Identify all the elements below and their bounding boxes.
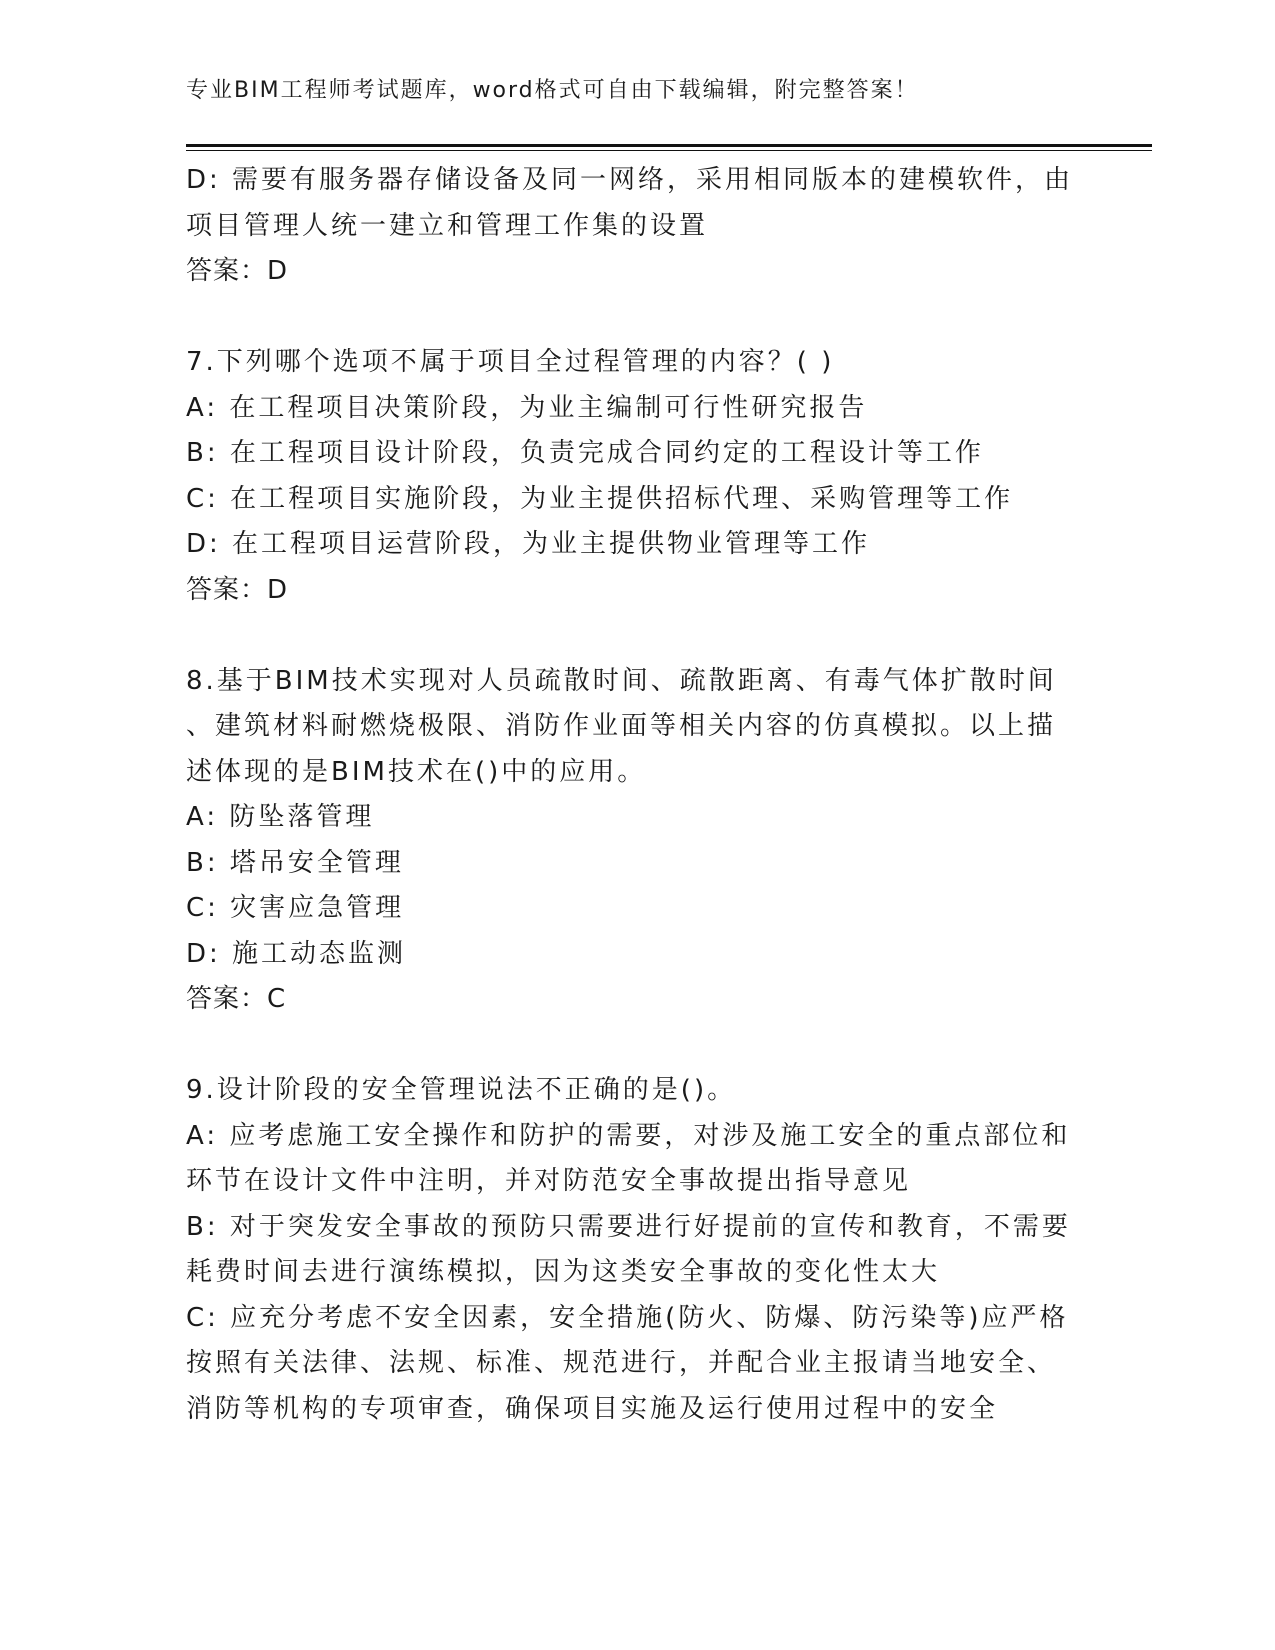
- question-8-text-line-2: 、建筑材料耐燃烧极限、消防作业面等相关内容的仿真模拟。以上描: [186, 711, 1057, 741]
- answer-line: 答案：D: [186, 256, 289, 286]
- header-divider-thick: [186, 144, 1152, 147]
- spacer: [186, 295, 1086, 341]
- question-7-answer: 答案：D: [186, 574, 289, 605]
- question-8-text-line-3: 述体现的是BIM技术在()中的应用。: [186, 756, 647, 787]
- question-7-option-a: A: 在工程项目决策阶段，为业主编制可行性研究报告: [186, 392, 868, 423]
- question-8-text-line-1: 8.基于BIM技术实现对人员疏散时间、疏散距离、有毒气体扩散时间: [186, 665, 1057, 696]
- question-7-block: [186, 340, 1086, 613]
- question-9-option-b-line-2: 耗费时间去进行演练模拟，因为这类安全事故的变化性太大: [186, 1257, 941, 1287]
- option-d-line-1: D: 需要有服务器存储设备及同一网络，采用相同版本的建模软件，由: [186, 165, 1074, 195]
- question-7-option-c: C: 在工程项目实施阶段，为业主提供招标代理、采购管理等工作: [186, 483, 1014, 514]
- question-9-text: 9.设计阶段的安全管理说法不正确的是()。: [186, 1075, 737, 1105]
- question-8-option-b: B: 塔吊安全管理: [186, 847, 404, 878]
- question-9-option-c-line-1: C: 应充分考虑不安全因素，安全措施(防火、防爆、防污染等)应严格: [186, 1302, 1069, 1333]
- question-9-option-a-line-1: A: 应考虑施工安全操作和防护的需要，对涉及施工安全的重点部位和: [186, 1120, 1071, 1151]
- spacer: [186, 1023, 1086, 1069]
- question-9-option-b-line-1: B: 对于突发安全事故的预防只需要进行好提前的宣传和教育，不需要: [186, 1211, 1071, 1242]
- prev-question-block: [186, 158, 1086, 295]
- question-9-block: [186, 1068, 1086, 1432]
- option-d-line-2: 项目管理人统一建立和管理工作集的设置: [186, 210, 709, 241]
- question-7-option-d: D: 在工程项目运营阶段，为业主提供物业管理等工作: [186, 529, 871, 559]
- question-8-option-c: C: 灾害应急管理: [186, 893, 405, 923]
- header-text: 专业BIM工程师考试题库，word格式可自由下载编辑，附完整答案！: [186, 78, 919, 103]
- question-9-option-c-line-2: 按照有关法律、法规、标准、规范进行，并配合业主报请当地安全、: [186, 1348, 1057, 1378]
- question-9-option-a-line-2: 环节在设计文件中注明，并对防范安全事故提出指导意见: [186, 1166, 912, 1196]
- question-8-option-a: A: 防坠落管理: [186, 802, 375, 832]
- question-8-option-d: D: 施工动态监测: [186, 938, 407, 969]
- document-body: [186, 158, 1086, 1432]
- header-divider-thin: [186, 150, 1152, 151]
- question-7-option-b: B: 在工程项目设计阶段，负责完成合同约定的工程设计等工作: [186, 438, 984, 468]
- question-8-answer: 答案：C: [186, 984, 287, 1014]
- question-7-text: 7.下列哪个选项不属于项目全过程管理的内容？( ): [186, 347, 835, 377]
- question-9-option-c-line-3: 消防等机构的专项审查，确保项目实施及运行使用过程中的安全: [186, 1393, 999, 1424]
- spacer: [186, 613, 1086, 659]
- question-8-block: [186, 659, 1086, 1023]
